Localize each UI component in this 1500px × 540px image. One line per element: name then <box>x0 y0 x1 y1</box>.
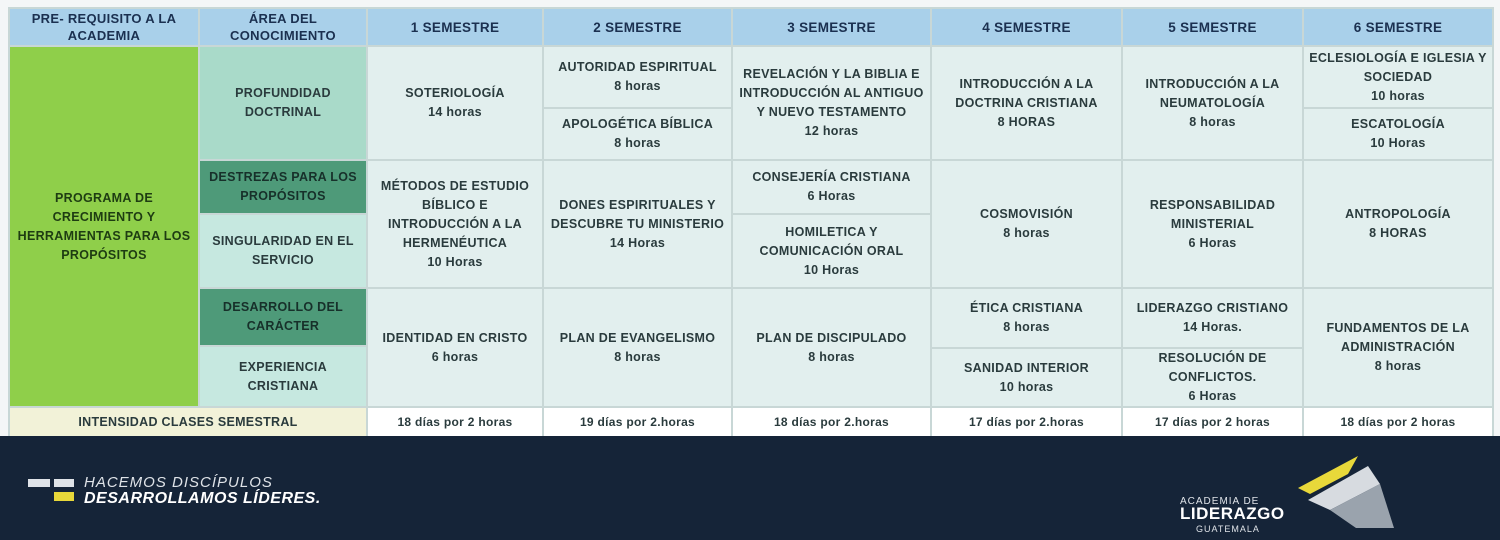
header-row <box>9 8 1493 46</box>
logo-text-sub: GUATEMALA <box>1196 524 1260 534</box>
course-hours: 6 Horas <box>1188 235 1237 250</box>
course-hours: 8 horas <box>1374 359 1422 373</box>
course-hours: 6 Horas <box>807 189 856 203</box>
course-name: LIDERAZGO CRISTIANO <box>1136 301 1289 315</box>
area-experiencia: EXPERIENCIA CRISTIANA <box>199 346 367 407</box>
course-hours: 8 horas <box>1189 114 1236 129</box>
course-hours: 14 Horas. <box>1183 320 1242 334</box>
slogan-bar-icon <box>54 479 74 487</box>
course-hours: 10 Horas <box>803 262 860 277</box>
header-semester-1: 1 SEMESTRE <box>367 8 543 46</box>
course-hours: 8 horas <box>614 136 661 150</box>
area-singularidad: SINGULARIDAD EN EL SERVICIO <box>199 214 367 288</box>
course-name: FUNDAMENTOS DE LA ADMINISTRACIÓN <box>1326 321 1470 354</box>
course-hours: 8 HORAS <box>997 114 1056 129</box>
course-hours: 10 horas <box>999 379 1054 394</box>
course-soteriologia <box>367 46 543 160</box>
course-name: ECLESIOLOGÍA E IGLESIA Y SOCIEDAD <box>1309 50 1487 84</box>
course-name: INTRODUCCIÓN A LA DOCTRINA CRISTIANA <box>955 76 1098 110</box>
course-hours: 10 Horas <box>1370 136 1426 150</box>
course-name: INTRODUCCIÓN A LA NEUMATOLOGÍA <box>1145 76 1280 110</box>
academy-logo <box>1180 444 1400 538</box>
course-hours: 8 horas <box>808 349 855 364</box>
course-name: AUTORIDAD ESPIRITUAL <box>558 60 717 74</box>
footer-value-3: 18 días por 2.horas <box>732 407 931 437</box>
course-etica <box>931 288 1122 348</box>
course-name: IDENTIDAD EN CRISTO <box>382 330 528 345</box>
course-name: CONSEJERÍA CRISTIANA <box>752 170 911 184</box>
course-escatologia <box>1303 108 1493 160</box>
footer-value-1: 18 días por 2 horas <box>367 407 543 437</box>
course-doctrina <box>931 46 1122 160</box>
header-semester-3: 3 SEMESTRE <box>732 8 931 46</box>
course-homiletica <box>732 214 931 288</box>
footer-value-5: 17 días por 2 horas <box>1122 407 1303 437</box>
course-name: SOTERIOLOGÍA <box>405 86 505 100</box>
header-semester-6: 6 SEMESTRE <box>1303 8 1493 46</box>
course-name: MÉTODOS DE ESTUDIO BÍBLICO E INTRODUCCIÓN A LA HERMENÉUTICA <box>380 178 530 250</box>
course-hours: 10 horas <box>1371 88 1425 103</box>
slogan-line-2: DESARROLLAMOS LÍDERES. <box>84 490 321 507</box>
slogan-line-1: HACEMOS DISCÍPULOS <box>84 474 273 491</box>
footer-row <box>9 407 1493 437</box>
course-plan-evangelismo <box>543 288 732 407</box>
course-name: PLAN DE EVANGELISMO <box>559 330 716 345</box>
header-prereq: PRE- REQUISITO A LA ACADEMIA <box>9 8 199 46</box>
footer-value-2: 19 días por 2.horas <box>543 407 732 437</box>
course-name: REVELACIÓN Y LA BIBLIA E INTRODUCCIÓN AL ANTIGUO Y NUEVO TESTAMENTO <box>739 67 924 119</box>
course-name: COSMOVISIÓN <box>980 207 1073 221</box>
area-doctrinal: PROFUNDIDAD DOCTRINAL <box>199 46 367 160</box>
area-destrezas: DESTREZAS PARA LOS PROPÓSITOS <box>199 160 367 214</box>
course-name: ÉTICA CRISTIANA <box>969 301 1084 315</box>
course-name: ANTROPOLOGÍA <box>1345 207 1451 221</box>
curriculum-table <box>8 7 1494 438</box>
course-discipulado <box>732 288 931 407</box>
footer-value-4: 17 días por 2.horas <box>931 407 1122 437</box>
course-name: APOLOGÉTICA BÍBLICA <box>561 117 714 131</box>
footer-label: INTENSIDAD CLASES SEMESTRAL <box>9 407 367 437</box>
course-neumatologia <box>1122 46 1303 160</box>
course-hours: 6 Horas <box>1188 389 1237 403</box>
area-caracter: DESARROLLO DEL CARÁCTER <box>199 288 367 346</box>
course-eclesiologia <box>1303 46 1493 108</box>
slogan <box>28 474 358 510</box>
course-antropologia <box>1303 160 1493 288</box>
course-hours: 8 HORAS <box>1369 226 1427 240</box>
course-hours: 10 Horas <box>427 254 483 269</box>
course-name: DONES ESPIRITUALES Y DESCUBRE TU MINISTERIO <box>550 197 725 231</box>
course-name: HOMILETICA Y COMUNICACIÓN ORAL <box>759 224 904 258</box>
header-semester-2: 2 SEMESTRE <box>543 8 732 46</box>
logo-text-top: ACADEMIA DE <box>1180 496 1260 507</box>
course-hours: 8 horas <box>1003 226 1050 240</box>
course-cosmovision <box>931 160 1122 288</box>
program-label: PROGRAMA DE CRECIMIENTO Y HERRAMIENTAS PARA LOS PROPÓSITOS <box>9 46 199 407</box>
slogan-accent-bar-icon <box>54 492 74 501</box>
course-liderazgo <box>1122 288 1303 348</box>
course-hours: 14 horas <box>428 105 482 119</box>
course-sanidad <box>931 348 1122 407</box>
course-metodos <box>367 160 543 288</box>
course-hours: 8 horas <box>614 79 661 93</box>
course-responsabilidad <box>1122 160 1303 288</box>
footer-value-6: 18 días por 2 horas <box>1303 407 1493 437</box>
slogan-bar-icon <box>28 479 50 487</box>
brand-band <box>0 436 1500 540</box>
course-autoridad <box>543 46 732 108</box>
course-apologetica <box>543 108 732 160</box>
course-identidad <box>367 288 543 407</box>
header-semester-4: 4 SEMESTRE <box>931 8 1122 46</box>
course-hours: 12 horas <box>804 124 859 138</box>
course-name: RESPONSABILIDAD MINISTERIAL <box>1149 197 1276 231</box>
course-consejeria <box>732 160 931 214</box>
course-revelacion <box>732 46 931 160</box>
course-hours: 14 Horas <box>609 235 666 250</box>
course-name: SANIDAD INTERIOR <box>964 360 1089 375</box>
header-semester-5: 5 SEMESTRE <box>1122 8 1303 46</box>
course-dones <box>543 160 732 288</box>
course-conflictos <box>1122 348 1303 407</box>
course-fundamentos <box>1303 288 1493 407</box>
header-area: ÁREA DEL CONOCIMIENTO <box>199 8 367 46</box>
course-hours: 8 horas <box>1003 320 1050 334</box>
course-name: PLAN DE DISCIPULADO <box>756 330 907 345</box>
course-hours: 6 horas <box>431 349 479 364</box>
course-name: ESCATOLOGÍA <box>1351 117 1445 131</box>
course-name: RESOLUCIÓN DE CONFLICTOS. <box>1158 351 1267 384</box>
logo-text-main: LIDERAZGO <box>1180 504 1285 523</box>
course-hours: 8 horas <box>614 349 661 364</box>
